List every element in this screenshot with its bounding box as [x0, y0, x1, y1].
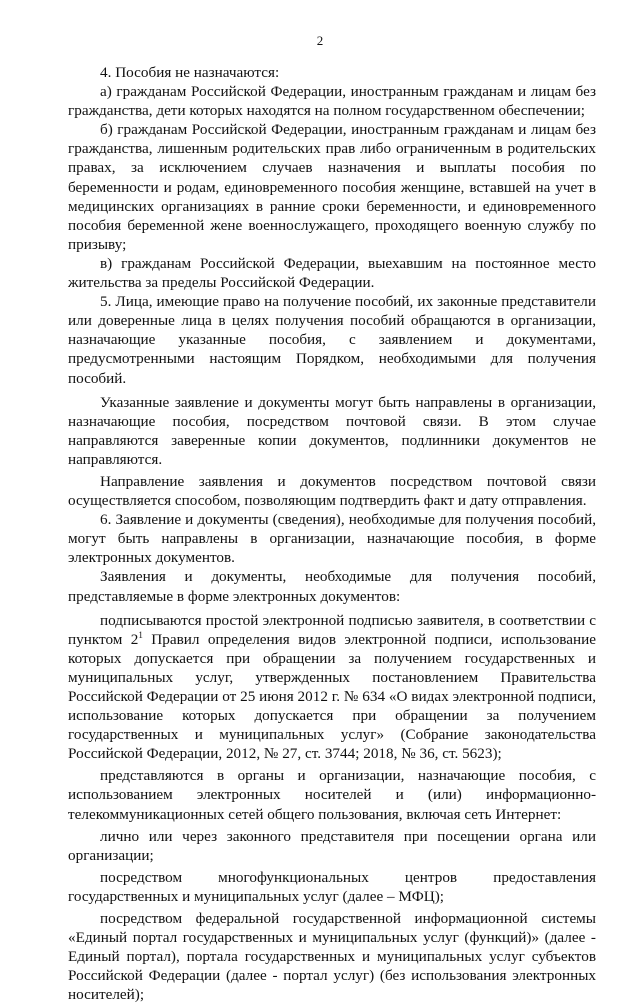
paragraph-4a: а) гражданам Российской Федерации, иностранным гражданам и лицам без гражданства, дети которых находятся на полном государственном обеспечении; — [68, 83, 596, 120]
page-number: 2 — [316, 33, 324, 48]
paragraph-6-signature — [68, 611, 596, 764]
paragraph-6: 6. Заявление и документы (сведения), необходимые для получения пособий, могут быть направлены в организации, назначающие пособия, в форме электронных документов. — [68, 511, 596, 567]
paragraph-4-heading: 4. Пособия не назначаются: — [100, 64, 280, 81]
signature-text-after: Правил определения видов электронной подписи, использование которых допускается при обращении за получением государственных и муниципальных услуг, утвержденных постановлением Правительства Российской Федерации от 25 июня 2012 г. № 634 «О видах электронной подписи, использование которых допускается при обращении за получением государственных и муниципальных услуг» (Собрание законодательства Российской Федерации, 2012, № 27, ст. 3744; 2018, № 36, ст. 5623); — [68, 630, 596, 763]
paragraph-5: 5. Лица, имеющие право на получение пособий, их законные представители или доверенные лица в целях получения пособий обращаются в организации, назначающие указанные пособия, с заявлением и документами, предусмотренными настоящим Порядком, необходимыми для получения пособий. — [68, 293, 596, 387]
paragraph-6-in-person: лично или через законного представителя при посещении органа или организации; — [68, 827, 596, 864]
paragraph-6-submission: представляются в органы и организации, назначающие пособия, с использованием электронных носителей и (или) информационно-телекоммуникационных сетей общего пользования, включая сеть Интернет: — [68, 767, 596, 823]
paragraph-6-electronic: Заявления и документы, необходимые для получения пособий, представляемые в форме электронных документов: — [68, 568, 596, 605]
document-body — [68, 63, 596, 1005]
signature-text-before: подписываются простой электронной подписью заявителя, в соответствии с пунктом 2 — [68, 611, 596, 648]
paragraph-6-portal: посредством федеральной государственной информационной системы «Единый портал государственных и муниципальных услуг (функций)» (далее - Единый портал), портала государственных и муниципальных услуг субъектов Российской Федерации (далее - портал услуг) (без использования электронных носителей); — [68, 910, 596, 1004]
paragraph-4b: б) гражданам Российской Федерации, иностранным гражданам и лицам без гражданства, лишенным родительских прав либо ограниченным в родительских правах, за исключением случаев назначения и выплаты пособия по беременности и родам, единовременного пособия женщине, вставшей на учет в медицинских организациях в ранние сроки беременности, и единовременного пособия беременной жене военнослужащего, проходящего военную службу по призыву; — [68, 121, 596, 253]
footnote-marker: 1 — [138, 629, 143, 640]
paragraph-5-postal-method: Направление заявления и документов посредством почтовой связи осуществляется способом, позволяющим подтвердить факт и дату отправления. — [68, 472, 596, 510]
paragraph-4v: в) гражданам Российской Федерации, выехавшим на постоянное место жительства за пределы Российской Федерации. — [68, 254, 596, 292]
paragraph-6-mfc: посредством многофункциональных центров предоставления государственных и муниципальных услуг (далее – МФЦ); — [68, 868, 596, 905]
paragraph-5-postal: Указанные заявление и документы могут быть направлены в организации, назначающие пособия, посредством почтовой связи. В этом случае направляются заверенные копии документов, подлинники документов не направляются. — [68, 393, 596, 468]
